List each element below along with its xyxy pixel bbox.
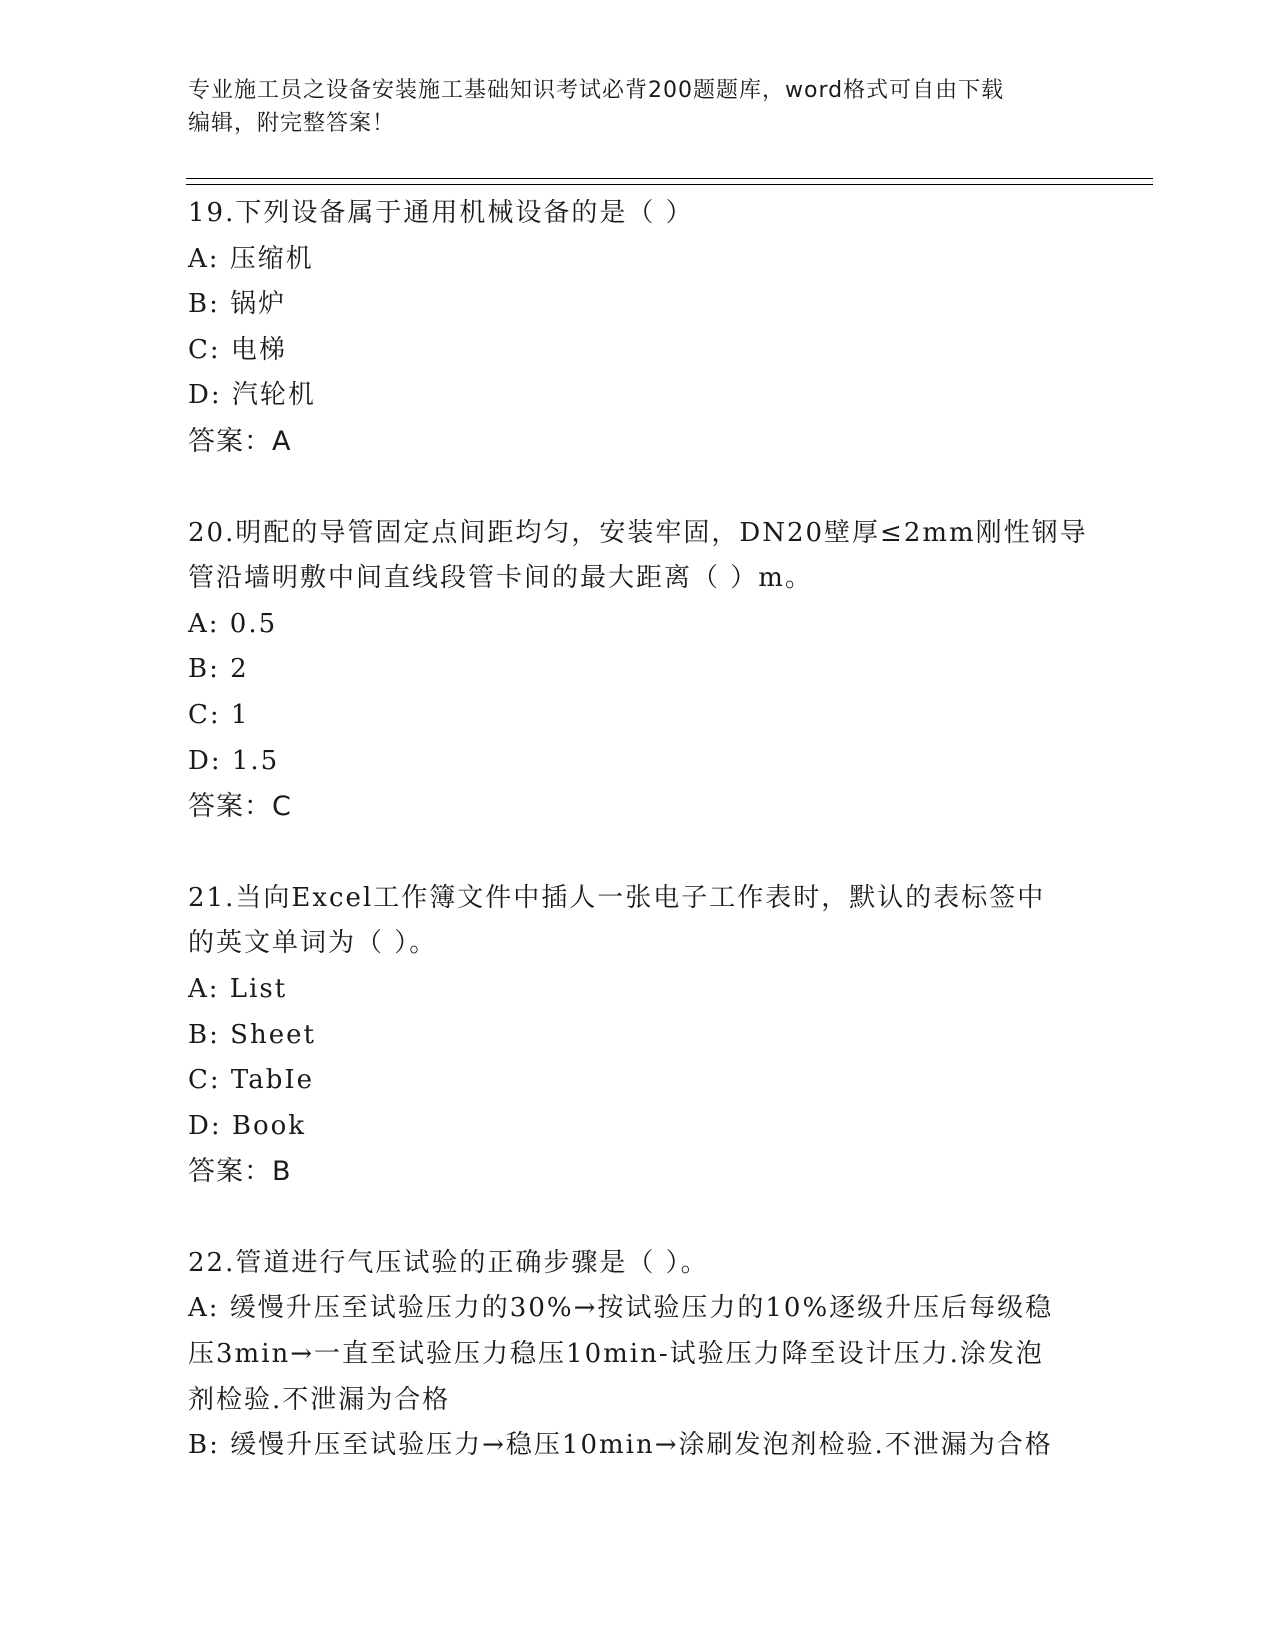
option-c: C: 1 xyxy=(188,699,250,730)
option-a: A: 缓慢升压至试验压力的30%→按试验压力的10%逐级升压后每级稳 xyxy=(188,1293,1054,1324)
spacer xyxy=(188,1195,1088,1241)
spacer xyxy=(188,465,1088,511)
option-b: B: 2 xyxy=(188,654,249,685)
option-a-continued: 压3min→一直至试验压力稳压10min-试验压力降至设计压力.涂发泡 xyxy=(188,1339,1044,1370)
answer-label: 答案：B xyxy=(188,1156,292,1188)
header-divider-bottom xyxy=(186,184,1153,185)
option-a-continued: 剂检验.不泄漏为合格 xyxy=(188,1384,451,1415)
option-b: B: 锅炉 xyxy=(188,289,287,320)
question-20 xyxy=(188,511,1088,830)
question-19 xyxy=(188,191,1088,465)
answer-label: 答案：C xyxy=(188,791,292,823)
spacer xyxy=(188,830,1088,876)
option-a: A: List xyxy=(188,973,288,1004)
header-divider-top xyxy=(186,178,1153,179)
question-stem: 21.当向Excel工作簿文件中插人一张电子工作表时，默认的表标签中 xyxy=(188,882,1046,913)
option-a: A: 0.5 xyxy=(188,608,278,639)
option-b: B: Sheet xyxy=(188,1019,316,1050)
option-b: B: 缓慢升压至试验压力→稳压10min→涂刷发泡剂检验.不泄漏为合格 xyxy=(188,1430,1053,1461)
option-d: D: 1.5 xyxy=(188,745,280,776)
option-c: C: 电梯 xyxy=(188,334,287,365)
question-22 xyxy=(188,1241,1088,1469)
question-stem: 19.下列设备属于通用机械设备的是（ ） xyxy=(188,198,694,228)
answer-label: 答案：A xyxy=(188,425,292,457)
question-stem-continued: 的英文单词为（ ）。 xyxy=(188,928,438,959)
option-d: D: 汽轮机 xyxy=(188,380,316,411)
question-stem-continued: 管沿墙明敷中间直线段管卡间的最大距离（ ）m。 xyxy=(188,563,813,594)
option-d: D: Book xyxy=(188,1110,307,1141)
document-header xyxy=(188,74,1088,140)
question-list xyxy=(188,191,1088,1469)
question-stem: 20.明配的导管固定点间距均匀，安装牢固，DN20壁厚≤2mm刚性钢导 xyxy=(188,517,1088,548)
question-stem: 22.管道进行气压试验的正确步骤是（ ）。 xyxy=(188,1247,709,1278)
header-line-1: 专业施工员之设备安装施工基础知识考试必背200题题库，word格式可自由下载 xyxy=(188,78,1005,103)
option-a: A: 压缩机 xyxy=(188,243,314,274)
header-line-2: 编辑，附完整答案！ xyxy=(188,111,396,136)
question-21 xyxy=(188,876,1088,1195)
option-c: C: TabIe xyxy=(188,1065,315,1096)
